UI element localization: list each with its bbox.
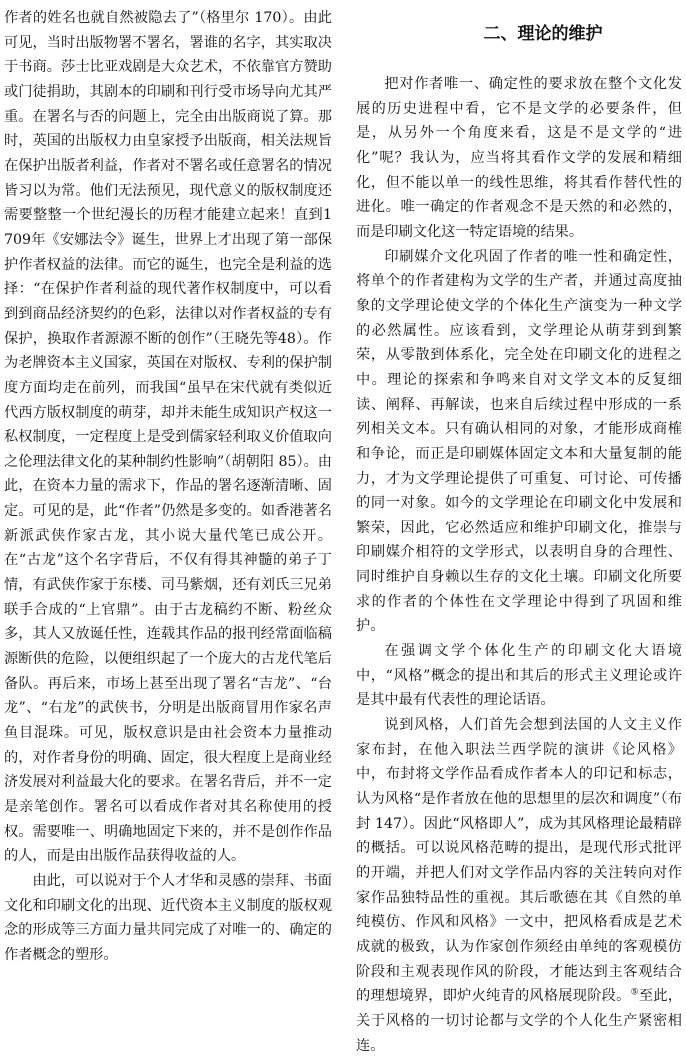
body-paragraph: 在强调文学个体化生产的印刷文化大语境中，“风格”概念的提出和其后的形式主义理论或许是其中最有代表性的理论话语。	[356, 643, 682, 709]
body-text: 说到风格，人们首先会想到法国的人文主义作家布封，在他入职法兰西学院的演讲《论风格》中，布封将文学作品看成作者本人的印记和标志，认为风格“是作者放在他的思想里的层次和调度”（布封 147）。因此“风格即人”，成为其风格理论最精辟的概括。可以说风格范畴的提出，是现代形式批评的开端，并把人们对文学作品内容的关注转向对作家作品独特品性的重视。其后歌德在其《自然的单纯模仿、作风和风格》一文中，把风格看成是艺术成就的极致，认为作家创作须经由单纯的客观模仿阶段和主观表现作风的阶段，才能达到主客观结合的理想境界，即炉火纯青的风格展现阶段。	[356, 717, 682, 1005]
body-text: 至此，关于风格的一切讨论都与文学的个人化生产紧密相连。	[356, 988, 682, 1054]
section-title: 二、理论的维护	[483, 24, 603, 44]
right-column	[356, 6, 682, 1058]
footnote-marker[interactable]: ⑤	[630, 987, 639, 998]
body-paragraph: 由此，可以说对于个人才华和灵感的崇拜、书面文化和印刷文化的出现、近代资本主义制度的版权观念的形成等三方面力量共同完成了对唯一的、确定的作者概念的塑形。	[4, 872, 332, 963]
body-paragraph: 作者的姓名也就自然被隐去了”（格里尔 170）。由此可见，当时出版物署不署名，署谁的名字，其实取决于书商。莎士比亚戏剧是大众艺术，不依靠官方赞助或门徒捐助，其剧本的印刷和刊行受市场导向尤其严重。在署名与否的问题上，完全由出版商说了算。那时，英国的出版权力由皇家授予出版商，相关法规旨在保护出版者利益，作者对不署名或任意署名的情况皆习以为常。他们无法预见，现代意义的版权制度还需要整整一个世纪漫长的历程才能建立起来！直到1709年《安娜法令》诞生，世界上才出现了第一部保护作者权益的法律。而它的诞生，也完全是利益的选择：“在保护作者利益的现代著作权制度中，可以看到到商品经济契约的色彩，法律以对作者权益的专有保护，换取作者源源不断的创作”（王晓先等48）。作为老牌资本主义国家，英国在对版权、专利的保护制度方面均走在前列，而我国“虽早在宋代就有类似近代西方版权制度的萌芽，却并未能生成知识产权这一私权制度，一定程度上是受到儒家轻利取义价值取向之伦理法律文化的某种制约性影响”（胡朝阳 85）。由此，在资本力量的需求下，作品的署名逐渐清晰、固定。可见的是，此“作者”仍然是多变的。如香港著名新派武侠作家古龙，其小说大量代笔已成公开。在“古龙”这个名字背后，不仅有得其神髓的弟子丁情，有武侠作家于东楼、司马紫烟，还有刘氏三兄弟联手合成的“上官鼎”。由于古龙稿约不断、粉丝众多，其人又放诞任性，连载其作品的报刊经常面临稿源断供的危险，以便组织起了一个庞大的古龙代笔后备队。再后来，市场上甚至出现了署名“吉龙”、“台龙”、“右龙”的武侠书，分明是出版商冒用作家名声鱼目混珠。可见，版权意识是由社会资本力量推动的，对作者身份的明确、固定，很大程度上是商业经济发展对利益最大化的要求。在署名背后，并不一定是亲笔创作。署名可以看成作者对其名称使用的授权。需要唯一、明确地固定下来的，并不是创作作品的人，而是由出版作品获得收益的人。	[4, 10, 332, 865]
left-column	[4, 6, 332, 968]
body-paragraph: 印刷媒介文化巩固了作者的唯一性和确定性，将单个的作者建构为文学的生产者，并通过高度抽象的文学理论使文学的个体化生产演变为一种文学的必然属性。应该看到，文学理论从萌芽到到繁荣，从零散到体系化，完全处在印刷文化的进程之中。理论的探索和争鸣来自对文学文本的反复细读、阐释、再解读，也来自后续过程中形成的一系列相关文本。只有确认相同的对象，才能形成商榷和争论，而正是印刷媒体固定文本和大量复制的能力，才为文学理论提供了可重复、可讨论、可传播的同一对象。如今的文学理论在印刷文化中发展和繁荣，因此，它必然适应和维护印刷文化，推崇与印刷媒介相符的文学形式，以表明自身的合理性、同时维护自身赖以生存的文化土壤。印刷文化所要求的作者的个体性在文学理论中得到了巩固和维护。	[356, 248, 682, 635]
body-paragraph: 把对作者唯一、确定性的要求放在整个文化发展的历史进程中看，它不是文学的必要条件，但是，从另外一个角度来看，这是不是文学的“进化”呢？我认为，应当将其看作文学的发展和精细化，但不能以单一的线性思维，将其看作替代性的进化。唯一确定的作者观念不是天然的和必然的，而是印刷文化这一特定语境的结果。	[356, 76, 682, 240]
body-paragraph	[356, 713, 682, 1058]
